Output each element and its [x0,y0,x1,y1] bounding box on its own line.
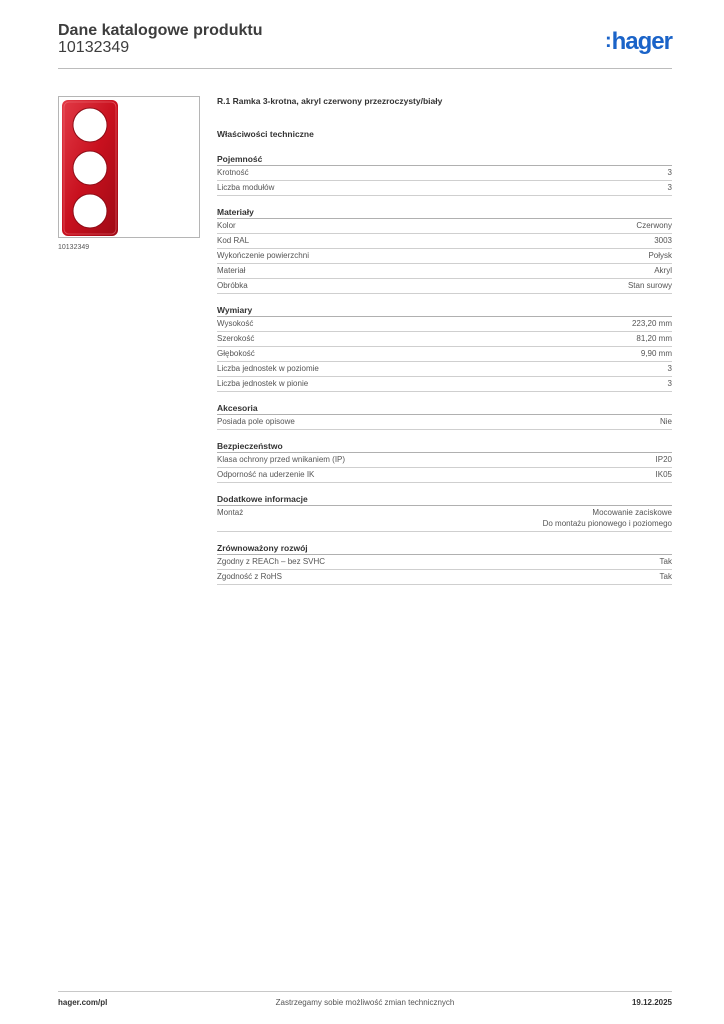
document-footer [58,998,672,1010]
red-triple-frame-icon [59,97,201,239]
document-title: Dane katalogowe produktu [58,22,263,39]
section-title: Akcesoria [217,402,672,415]
spec-section [217,402,672,430]
spec-value-line: Mocowanie zaciskowe [592,508,672,517]
spec-value: Tak [659,572,672,581]
spec-value: 81,20 mm [636,334,672,343]
spec-row [217,570,672,585]
image-caption: 10132349 [58,244,90,251]
spec-row [217,506,672,532]
spec-value: 3 [667,364,672,373]
hager-logo[interactable] [605,28,672,56]
product-code: 10132349 [58,39,130,56]
section-title: Bezpieczeństwo [217,440,672,453]
spec-label: Zgodność z RoHS [217,572,282,581]
spec-row [217,377,672,392]
spec-section [217,206,672,294]
spec-label: Liczba modułów [217,183,275,192]
spec-value: IP20 [655,455,672,464]
footer-divider [58,991,672,992]
spec-label: Wysokość [217,319,254,328]
document-header [58,22,672,68]
section-title: Wymiary [217,304,672,317]
product-name: R.1 Ramka 3-krotna, akryl czerwony przezroczysty/biały [217,96,443,106]
spec-row [217,362,672,377]
spec-value: 3003 [654,236,672,245]
spec-section [217,542,672,585]
section-title: Pojemność [217,153,672,166]
spec-row [217,219,672,234]
spec-label: Klasa ochrony przed wnikaniem (IP) [217,455,346,464]
spec-section [217,493,672,532]
spec-value [543,507,672,529]
spec-value: Tak [659,557,672,566]
spec-value: 9,90 mm [640,349,672,358]
spec-label: Kod RAL [217,236,250,245]
spec-section [217,440,672,483]
spec-row [217,347,672,362]
spec-row [217,181,672,196]
spec-value: Czerwony [636,221,672,230]
footer-disclaimer: Zastrzegamy sobie możliwość zmian technicznych [275,998,455,1007]
spec-row [217,317,672,332]
spec-row [217,555,672,570]
spec-sections [217,153,672,585]
spec-label: Kolor [217,221,236,230]
spec-row [217,264,672,279]
footer-website-link[interactable]: hager.com/pl [58,998,108,1007]
product-specs [217,96,672,595]
spec-row [217,415,672,430]
spec-section [217,153,672,196]
spec-label: Obróbka [217,281,248,290]
spec-section [217,304,672,392]
spec-row [217,332,672,347]
section-title: Dodatkowe informacje [217,493,672,506]
spec-value: 3 [667,168,672,177]
spec-row [217,453,672,468]
spec-row [217,166,672,181]
section-title: Materiały [217,206,672,219]
spec-label: Liczba jednostek w pionie [217,379,309,388]
spec-row [217,234,672,249]
spec-value: Nie [659,417,672,426]
spec-label: Liczba jednostek w poziomie [217,364,319,373]
spec-row [217,279,672,294]
spec-label: Szerokość [217,334,255,343]
spec-label: Materiał [217,266,246,275]
footer-date: 19.12.2025 [631,998,672,1007]
spec-label: Głębokość [217,349,255,358]
spec-label: Krotność [217,168,249,177]
spec-label: Posiada pole opisowe [217,417,295,426]
spec-value: Połysk [648,251,672,260]
spec-row [217,249,672,264]
spec-value: Akryl [654,266,672,275]
product-image [58,96,200,238]
spec-label: Montaż [217,508,244,517]
spec-value: IK05 [655,470,672,479]
spec-label: Wykończenie powierzchni [217,251,309,260]
spec-row [217,468,672,483]
logo-text: hager [611,28,672,55]
spec-value: 3 [667,183,672,192]
logo-dots-icon: : [604,30,611,52]
spec-label: Zgodny z REACh – bez SVHC [217,557,326,566]
header-divider [58,68,672,69]
spec-value: 3 [667,379,672,388]
spec-value: Stan surowy [627,281,672,290]
section-title: Zrównoważony rozwój [217,542,672,555]
spec-value: 223,20 mm [631,319,672,328]
spec-value-line: Do montażu pionowego i poziomego [542,519,672,528]
spec-label: Odporność na uderzenie IK [217,470,315,479]
specs-heading: Właściwości techniczne [217,129,314,139]
